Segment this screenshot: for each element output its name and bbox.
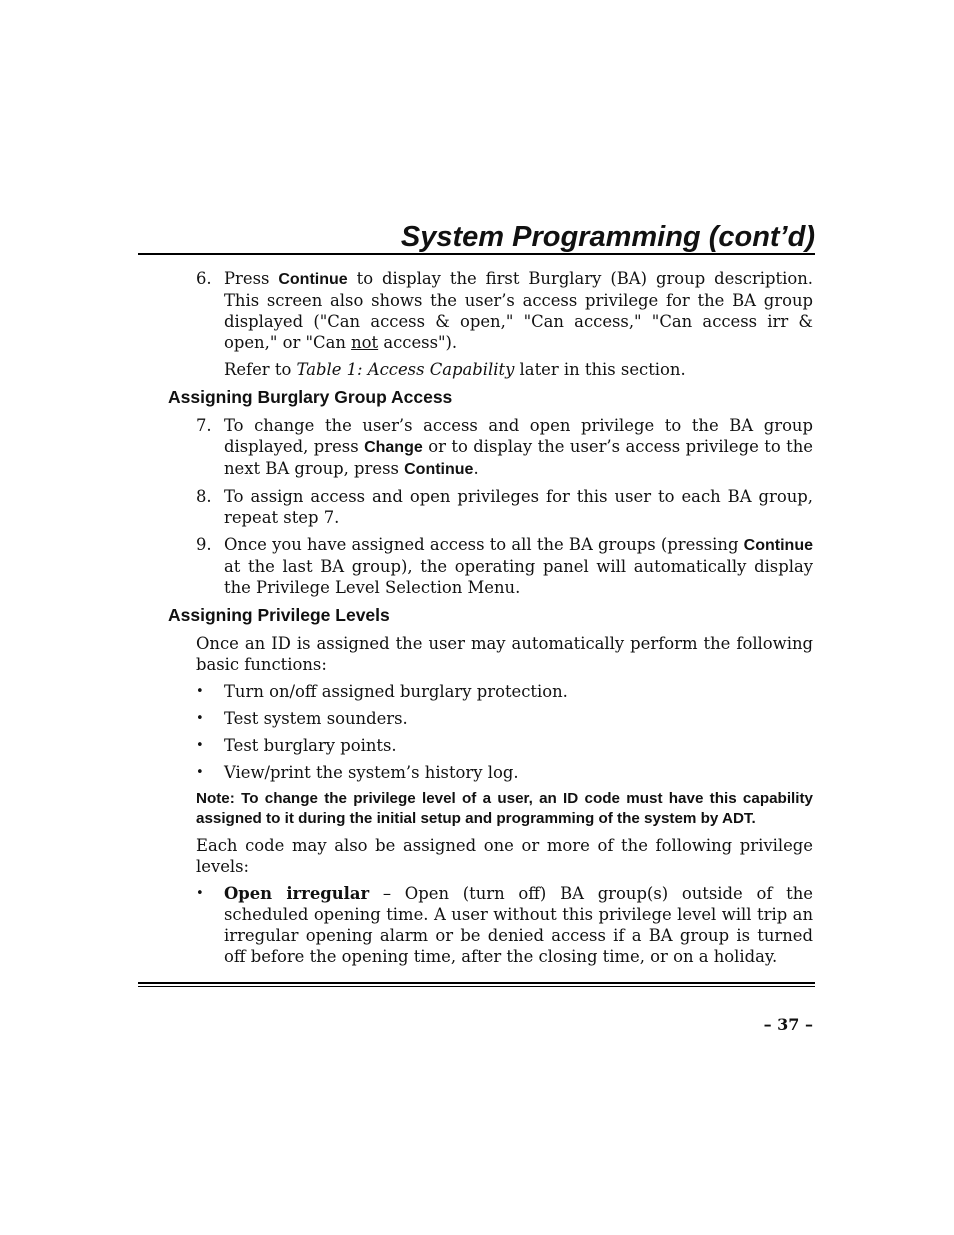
section-heading-privilege-levels: Assigning Privilege Levels (168, 605, 390, 625)
text-run: or to display the user’s access privilege to the next BA group, press (224, 437, 813, 478)
bullet-item (168, 762, 813, 783)
text-run: – Open (turn off) BA group(s) outside of the scheduled opening time. A user without this privilege level will trip an irregular opening alarm or be denied access if a BA group is turned off before the opening time, after the closing time, or on a holiday. (224, 884, 814, 966)
footer-rule-thick (138, 982, 815, 984)
each-code-paragraph: Each code may also be assigned one or more of the following privilege levels: (196, 836, 813, 876)
bullet-icon: • (196, 684, 204, 699)
underlined-not: not (351, 333, 379, 352)
step-number: 7. (196, 416, 212, 435)
text-run: to display the first Burglary (BA) group description. This screen also shows the user’s access privilege for the BA group displayed ("Can access & open," "Can access," "Can access irr & open," or "Can (224, 269, 813, 352)
bullet-text: Test system sounders. (224, 709, 408, 728)
text-run: . (473, 459, 479, 478)
bullet-text: View/print the system’s history log. (224, 763, 519, 782)
bullet-icon: • (196, 886, 204, 901)
keyword-continue: Continue (404, 461, 474, 478)
note-paragraph: Note: To change the privilege level of a user, an ID code must have this capability assigned to it during the initial setup and programming of the system by ADT. (196, 790, 813, 827)
text-run: at the last BA group), the operating panel will automatically display the Privilege Level Selection Menu. (224, 557, 813, 597)
step-text (224, 534, 813, 598)
step-8 (168, 486, 813, 528)
footer-rule-thin (138, 986, 815, 987)
bullet-text (224, 883, 813, 967)
step-text: To assign access and open privileges for this user to each BA group, repeat step 7. (224, 487, 813, 527)
page-title: System Programming (cont’d) (400, 221, 815, 253)
keyword-continue: Continue (743, 537, 813, 554)
step-9 (168, 534, 813, 598)
text-run: later in this section. (514, 360, 686, 379)
bullet-icon: • (196, 765, 204, 780)
text-run: access"). (378, 333, 458, 352)
step-number: 8. (196, 487, 212, 506)
bullet-text: Turn on/off assigned burglary protection. (224, 682, 568, 701)
intro-paragraph: Once an ID is assigned the user may automatically perform the following basic functions: (196, 634, 813, 674)
table-reference: Table 1: Access Capability (296, 360, 515, 379)
keyword-change: Change (364, 439, 423, 456)
bullet-text: Test burglary points. (224, 736, 397, 755)
keyword-continue: Continue (278, 271, 348, 288)
bullet-icon: • (196, 738, 204, 753)
page-content (168, 268, 813, 973)
text-run: To change the user’s access and open privilege to the BA group displayed, press (224, 416, 813, 456)
bullet-icon: • (196, 711, 204, 726)
bullet-open-irregular (168, 883, 813, 967)
bullet-item (168, 681, 813, 702)
text-run: Once you have assigned access to all the BA groups (pressing (224, 535, 744, 554)
header-rule (138, 253, 815, 255)
step-text (224, 268, 813, 353)
section-heading-burglary-access: Assigning Burglary Group Access (168, 387, 453, 407)
refer-paragraph (224, 359, 813, 380)
term-open-irregular: Open irregular (224, 884, 370, 903)
step-text (224, 415, 813, 480)
text-run: Press (224, 269, 279, 288)
step-number: 9. (196, 535, 212, 554)
page-number: – 37 – (763, 1015, 813, 1034)
step-6 (168, 268, 813, 353)
step-7 (168, 415, 813, 480)
step-number: 6. (196, 269, 212, 288)
text-run: Refer to (224, 360, 297, 379)
bullet-item (168, 708, 813, 729)
bullet-item (168, 735, 813, 756)
